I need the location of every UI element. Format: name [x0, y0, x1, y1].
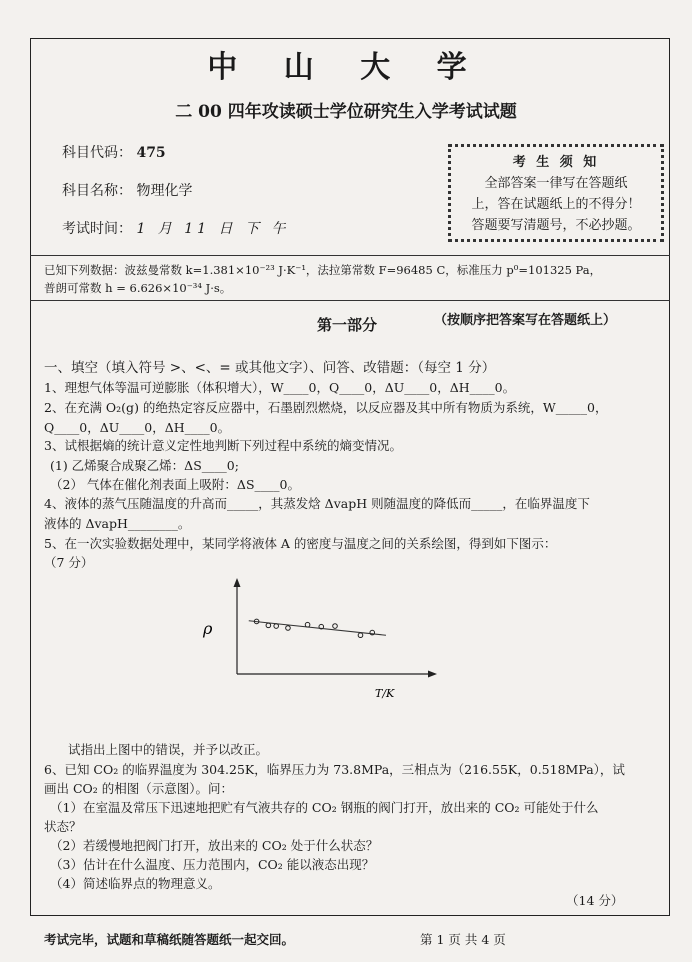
part-one-title: 第一部分	[317, 316, 378, 334]
university-title: 中 山 大 学	[207, 50, 485, 85]
notice-line: 上，答在试题纸上的不得分！	[471, 197, 641, 212]
constants-line-1: 已知下列数据：波兹曼常数 k=1.381×10⁻²³ J·K⁻¹，法拉第常数 F=96485 C，标准压力 p⁰=101325 Pa，	[44, 263, 602, 277]
notice-title: 考 生 须 知	[512, 155, 600, 170]
question-3-item-1: (1) 乙烯聚合成聚乙烯：ΔS____0;	[50, 458, 239, 473]
data-point	[274, 624, 279, 629]
x-axis-arrow	[428, 671, 437, 678]
notice-line: 全部答案一律写在答题纸	[484, 176, 628, 191]
question-1: 1、理想气体等温可逆膨胀（体积增大），W____0，Q____0，ΔU____0，ΔH____0。	[44, 380, 516, 395]
section-one-heading: 一、填空（填入符号 >、<、= 或其他文字）、问答、改错题：（每空 1 分）	[44, 360, 496, 376]
data-point	[305, 622, 310, 627]
footer-instruction: 考试完毕，试题和草稿纸随答题纸一起交回。	[44, 932, 295, 947]
subject-code-label: 科目代码：	[62, 145, 132, 161]
subject-name-value: 物理化学	[136, 183, 193, 199]
data-point	[358, 633, 363, 638]
exam-title: 二 00 四年攻读硕士学位研究生入学考试试题	[175, 102, 517, 122]
candidate-notice-box	[448, 144, 664, 242]
data-point	[266, 623, 271, 628]
question-5-instruction: 试指出上图中的错误，并予以改正。	[68, 742, 269, 757]
part-one-note: （按顺序把答案写在答题纸上）	[434, 313, 617, 328]
question-6-item-4: （4）简述临界点的物理意义。	[50, 876, 221, 891]
subject-code-row	[62, 142, 166, 162]
y-axis-arrow	[234, 578, 241, 587]
subject-name-row	[62, 180, 192, 200]
question-4-line-2: 液体的 ΔvapH________。	[44, 516, 191, 531]
question-6-item-3: （3）估计在什么温度、压力范围内，CO₂ 能以液态出现？	[50, 857, 375, 872]
y-axis-label: ρ	[203, 619, 213, 638]
subject-code-value: 475	[136, 145, 166, 161]
exam-time-row	[62, 218, 289, 238]
constants-line-2: 普朗可常数 h = 6.626×10⁻³⁴ J·s。	[44, 281, 232, 295]
question-6-line-2: 画出 CO₂ 的相图（示意图）。问：	[44, 781, 234, 796]
chart-marks	[249, 619, 386, 637]
exam-time-label: 考试时间：	[62, 221, 132, 237]
page-number: 第 1 页 共 4 页	[420, 932, 506, 947]
header-divider	[30, 255, 670, 256]
question-6-item-1-line-1: （1）在室温及常压下迅速地把贮有气液共存的 CO₂ 钢瓶的阀门打开，放出来的 CO₂ 可能处于什么	[50, 800, 599, 815]
question-6-score: （14 分）	[566, 893, 624, 908]
density-temperature-chart	[195, 572, 455, 707]
question-2-line-1: 2、在充满 O₂(g) 的绝热定容反应器中，石墨剧烈燃烧，以反应器及其中所有物质为系统，W_____0，	[44, 400, 608, 415]
constants-divider	[30, 300, 670, 301]
question-3: 3、试根据熵的统计意义定性地判断下列过程中系统的熵变情况。	[44, 438, 402, 453]
data-point	[333, 624, 338, 629]
question-6-item-2: （2）若缓慢地把阀门打开，放出来的 CO₂ 处于什么状态？	[50, 838, 379, 853]
x-axis-label: T/K	[375, 687, 395, 700]
subject-name-label: 科目名称：	[62, 183, 132, 199]
question-6-line-1: 6、已知 CO₂ 的临界温度为 304.25K，临界压力为 73.8MPa，三相点为（216.55K，0.518MPa），试	[44, 762, 625, 777]
question-4-line-1: 4、液体的蒸气压随温度的升高而_____，其蒸发焓 ΔvapH 则随温度的降低而_____，在临界温度下	[44, 496, 590, 511]
question-5-line-1: 5、在一次实验数据处理中，某同学将液体 A 的密度与温度之间的关系绘图，得到如下图示：	[44, 536, 557, 551]
exam-time-value: 1 月 11 日 下 午	[136, 221, 290, 237]
notice-line: 答题要写清题号，不必抄题。	[471, 218, 641, 233]
question-2-line-2: Q____0，ΔU____0，ΔH____0。	[44, 420, 231, 435]
question-5-score: （7 分）	[44, 555, 94, 570]
question-3-item-2: （2） 气体在催化剂表面上吸附：ΔS____0。	[50, 477, 300, 492]
question-6-item-1-line-2: 状态？	[44, 819, 82, 834]
data-point	[286, 626, 291, 631]
